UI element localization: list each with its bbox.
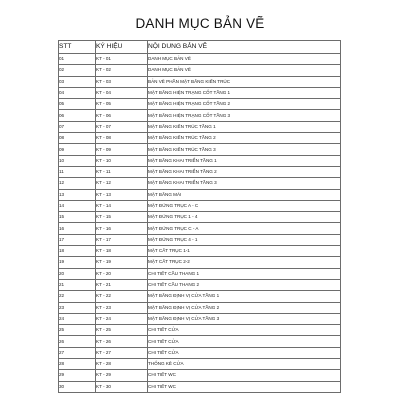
row-content: MẶT BẰNG KHAI TRIỂN TẦNG 1 (148, 155, 341, 166)
row-stt: 07 (59, 121, 96, 132)
table-row (59, 268, 341, 279)
row-code: KT - 08 (96, 133, 148, 144)
row-code: KT - 19 (96, 257, 148, 268)
row-stt: 08 (59, 133, 96, 144)
table-row (59, 223, 341, 234)
table-row (59, 212, 341, 223)
row-content: MẶT BẰNG HIỆN TRẠNG CỐT TẦNG 1 (148, 87, 341, 98)
row-stt: 13 (59, 189, 96, 200)
row-code: KT - 07 (96, 121, 148, 132)
drawing-list-table (58, 40, 341, 393)
row-code: KT - 26 (96, 336, 148, 347)
table-row (59, 99, 341, 110)
row-content: MẶT BẰNG KIẾN TRÚC TẦNG 3 (148, 144, 341, 155)
row-content: MẶT BẰNG ĐỊNH VỊ CỬA TẦNG 2 (148, 302, 341, 313)
row-code: KT - 15 (96, 212, 148, 223)
row-stt: 28 (59, 359, 96, 370)
row-code: KT - 22 (96, 291, 148, 302)
row-content: CHI TIẾT CẦU THANG 2 (148, 279, 341, 290)
table-row (59, 325, 341, 336)
row-code: KT - 03 (96, 76, 148, 87)
row-content: MẶT ĐỨNG TRỤC A - C (148, 200, 341, 211)
row-code: KT - 13 (96, 189, 148, 200)
row-stt: 04 (59, 87, 96, 98)
row-code: KT - 25 (96, 325, 148, 336)
row-code: KT - 29 (96, 370, 148, 381)
row-content: MẶT BẰNG HIỆN TRẠNG CỐT TẦNG 3 (148, 110, 341, 121)
row-stt: 21 (59, 279, 96, 290)
row-content: THỐNG KÊ CỬA (148, 359, 341, 370)
table-row (59, 76, 341, 87)
table-row (59, 234, 341, 245)
table-row (59, 110, 341, 121)
row-content: CHI TIẾT CỬA (148, 347, 341, 358)
row-stt: 03 (59, 76, 96, 87)
row-content: MẶT BẰNG KHAI TRIỂN TẦNG 2 (148, 166, 341, 177)
row-stt: 18 (59, 246, 96, 257)
row-stt: 09 (59, 144, 96, 155)
table-header (59, 41, 341, 54)
row-content: CHI TIẾT WC (148, 370, 341, 381)
table-row (59, 121, 341, 132)
row-code: KT - 06 (96, 110, 148, 121)
row-content: MẶT BẰNG KIẾN TRÚC TẦNG 2 (148, 133, 341, 144)
header-row (59, 41, 341, 54)
row-code: KT - 24 (96, 313, 148, 324)
table-row (59, 178, 341, 189)
table-row (59, 302, 341, 313)
row-code: KT - 11 (96, 166, 148, 177)
row-code: KT - 02 (96, 65, 148, 76)
row-content: BẢN VẼ PHẦN MẶT BẰNG KIẾN TRÚC (148, 76, 341, 87)
row-stt: 14 (59, 200, 96, 211)
table-row (59, 87, 341, 98)
table-row (59, 279, 341, 290)
table-row (59, 359, 341, 370)
table-row (59, 65, 341, 76)
row-content: MẶT ĐỨNG TRỤC C - A (148, 223, 341, 234)
row-code: KT - 14 (96, 200, 148, 211)
row-content: MẶT ĐỨNG TRỤC 1 - 4 (148, 212, 341, 223)
row-code: KT - 12 (96, 178, 148, 189)
row-code: KT - 21 (96, 279, 148, 290)
row-stt: 30 (59, 381, 96, 392)
row-stt: 25 (59, 325, 96, 336)
table-row (59, 381, 341, 392)
row-content: MẶT BẰNG KIẾN TRÚC TẦNG 1 (148, 121, 341, 132)
table-row (59, 133, 341, 144)
row-stt: 26 (59, 336, 96, 347)
row-content: MẶT BẰNG MÁI (148, 189, 341, 200)
row-code: KT - 28 (96, 359, 148, 370)
row-stt: 19 (59, 257, 96, 268)
row-content: MẶT ĐỨNG TRỤC 4 - 1 (148, 234, 341, 245)
table-row (59, 144, 341, 155)
row-stt: 27 (59, 347, 96, 358)
row-content: MẶT CẮT TRỤC 1-1 (148, 246, 341, 257)
table-row (59, 54, 341, 65)
table-body (59, 54, 341, 393)
header-code: KÝ HIỆU (96, 41, 148, 54)
table-row (59, 166, 341, 177)
table-row (59, 155, 341, 166)
row-code: KT - 16 (96, 223, 148, 234)
row-stt: 01 (59, 54, 96, 65)
row-code: KT - 10 (96, 155, 148, 166)
row-code: KT - 17 (96, 234, 148, 245)
row-content: MẶT BẰNG ĐỊNH VỊ CỬA TẦNG 1 (148, 291, 341, 302)
row-stt: 06 (59, 110, 96, 121)
row-stt: 11 (59, 166, 96, 177)
row-code: KT - 05 (96, 99, 148, 110)
table-row (59, 347, 341, 358)
table-row (59, 200, 341, 211)
row-code: KT - 18 (96, 246, 148, 257)
page-title: DANH MỤC BẢN VẼ (135, 16, 265, 31)
row-code: KT - 23 (96, 302, 148, 313)
row-content: DANH MỤC BẢN VẼ (148, 65, 341, 76)
row-stt: 15 (59, 212, 96, 223)
table-row (59, 291, 341, 302)
table-row (59, 257, 341, 268)
row-stt: 12 (59, 178, 96, 189)
row-stt: 16 (59, 223, 96, 234)
row-stt: 05 (59, 99, 96, 110)
row-stt: 23 (59, 302, 96, 313)
row-code: KT - 04 (96, 87, 148, 98)
table-row (59, 336, 341, 347)
row-content: MẶT BẰNG ĐỊNH VỊ CỬA TẦNG 3 (148, 313, 341, 324)
row-stt: 24 (59, 313, 96, 324)
header-content: NỘI DUNG BẢN VẼ (148, 41, 341, 54)
row-stt: 22 (59, 291, 96, 302)
row-content: MẶT CẮT TRỤC 2-2 (148, 257, 341, 268)
row-content: CHI TIẾT WC (148, 381, 341, 392)
row-stt: 17 (59, 234, 96, 245)
row-content: MẶT BẰNG KHAI TRIỂN TẦNG 3 (148, 178, 341, 189)
table-row (59, 246, 341, 257)
table-row (59, 370, 341, 381)
row-stt: 29 (59, 370, 96, 381)
row-code: KT - 09 (96, 144, 148, 155)
row-stt: 20 (59, 268, 96, 279)
row-content: MẶT BẰNG HIỆN TRẠNG CỐT TẦNG 2 (148, 99, 341, 110)
row-stt: 10 (59, 155, 96, 166)
row-code: KT - 01 (96, 54, 148, 65)
row-content: CHI TIẾT CỬA (148, 336, 341, 347)
row-code: KT - 30 (96, 381, 148, 392)
row-content: CHI TIẾT CẦU THANG 1 (148, 268, 341, 279)
row-content: DANH MỤC BẢN VẼ (148, 54, 341, 65)
header-stt: STT (59, 41, 96, 54)
row-stt: 02 (59, 65, 96, 76)
row-code: KT - 27 (96, 347, 148, 358)
table-row (59, 313, 341, 324)
row-code: KT - 20 (96, 268, 148, 279)
row-content: CHI TIẾT CỬA (148, 325, 341, 336)
table-row (59, 189, 341, 200)
